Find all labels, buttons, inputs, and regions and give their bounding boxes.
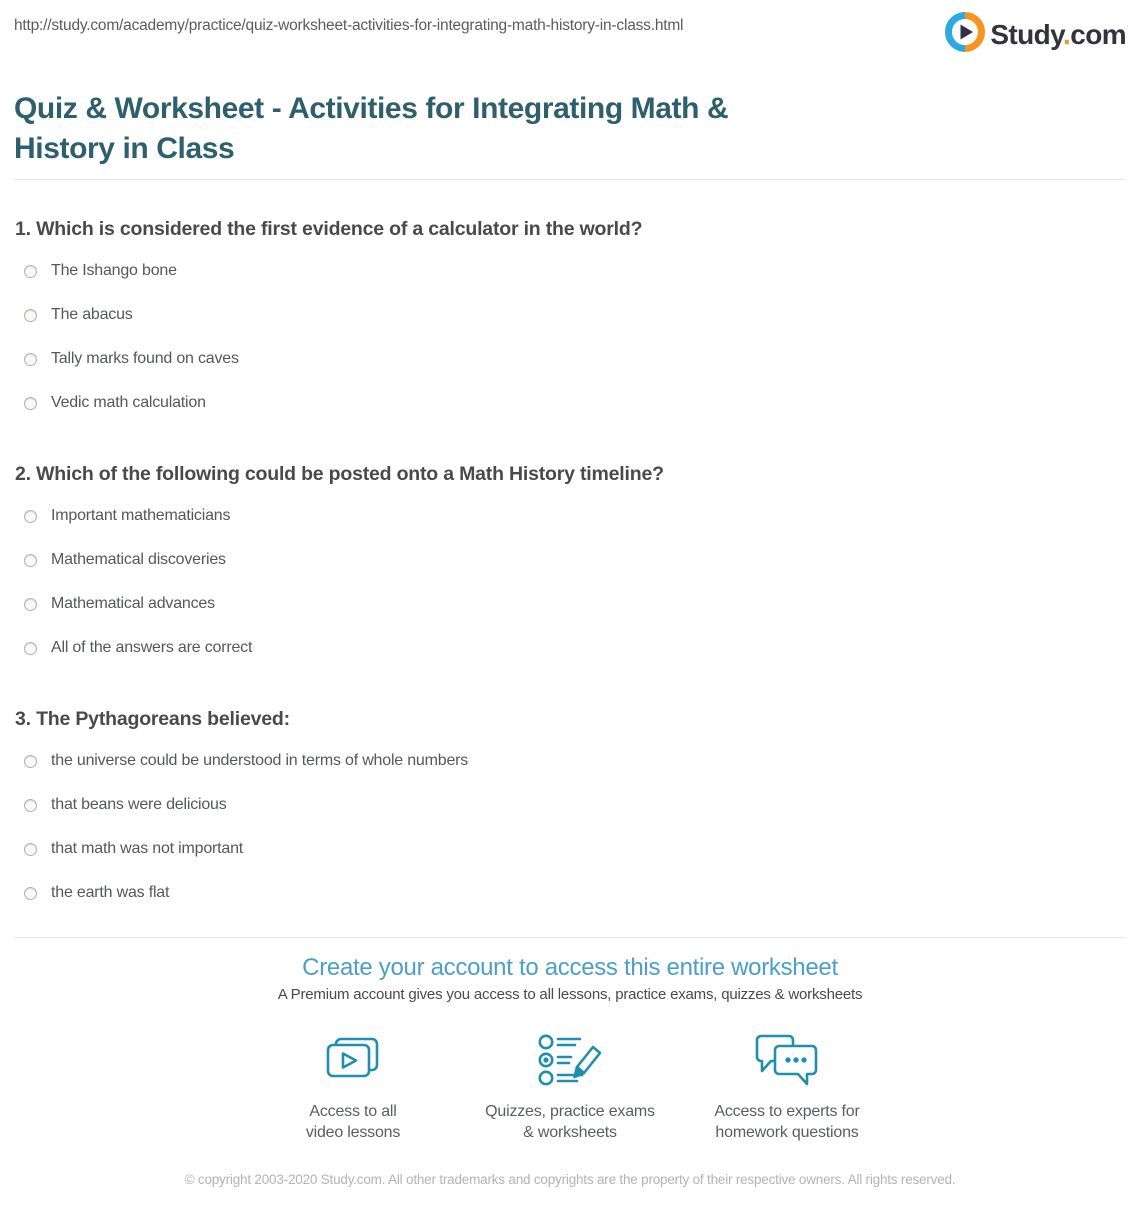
answer-option-label: Important mathematicians bbox=[51, 507, 231, 524]
copyright-notice: © copyright 2003-2020 Study.com. All other trademarks and copyrights are the property of their respective owners. All rights reserved. bbox=[184, 1172, 956, 1187]
question-text: Which of the following could be posted onto a Math History timeline? bbox=[36, 463, 664, 485]
question-1-options bbox=[15, 249, 1125, 425]
question-number: 1. bbox=[15, 218, 31, 240]
feature-label bbox=[245, 1101, 462, 1143]
answer-option[interactable] bbox=[15, 582, 1125, 626]
question-3-heading bbox=[15, 707, 1125, 731]
page-header bbox=[0, 0, 1140, 57]
answer-option-label: the universe could be understood in terms of whole numbers bbox=[51, 752, 469, 769]
radio-button[interactable] bbox=[24, 397, 37, 410]
logo-com: com bbox=[1070, 18, 1126, 50]
radio-button[interactable] bbox=[24, 309, 37, 322]
cta-section bbox=[0, 938, 1140, 1143]
radio-button[interactable] bbox=[24, 755, 37, 768]
answer-option[interactable] bbox=[15, 538, 1125, 582]
feature-label-line: Quizzes, practice exams bbox=[485, 1103, 655, 1120]
page-title-line: Quiz & Worksheet - Activities for Integrating Math & bbox=[14, 92, 729, 125]
answer-option[interactable] bbox=[15, 293, 1125, 337]
answer-option[interactable] bbox=[15, 827, 1125, 871]
question-3-options bbox=[15, 739, 1125, 915]
answer-option-label: Mathematical discoveries bbox=[51, 551, 226, 568]
feature-label bbox=[679, 1101, 896, 1143]
create-account-link[interactable]: Create your account to access this entire worksheet bbox=[302, 954, 838, 981]
feature-list bbox=[0, 1029, 1140, 1143]
answer-option[interactable] bbox=[15, 783, 1125, 827]
divider bbox=[14, 179, 1126, 180]
radio-button[interactable] bbox=[24, 554, 37, 567]
question-1-heading bbox=[15, 217, 1125, 241]
radio-button[interactable] bbox=[24, 642, 37, 655]
feature-quizzes-worksheets bbox=[462, 1029, 679, 1143]
feature-label bbox=[462, 1101, 679, 1143]
answer-option-label: that math was not important bbox=[51, 840, 244, 857]
question-2-heading bbox=[15, 462, 1125, 486]
feature-label-line: & worksheets bbox=[523, 1124, 617, 1141]
chat-experts-icon bbox=[679, 1029, 896, 1093]
study-logo[interactable] bbox=[945, 12, 1126, 57]
feature-label-line: Access to all bbox=[309, 1103, 397, 1120]
video-lessons-icon bbox=[245, 1029, 462, 1093]
feature-homework-experts bbox=[679, 1029, 896, 1143]
answer-option-label: All of the answers are correct bbox=[51, 639, 253, 656]
question-number: 3. bbox=[15, 708, 31, 730]
answer-option[interactable] bbox=[15, 739, 1125, 783]
answer-option[interactable] bbox=[15, 249, 1125, 293]
feature-label-line: video lessons bbox=[305, 1124, 401, 1141]
radio-button[interactable] bbox=[24, 598, 37, 611]
answer-option-label: Vedic math calculation bbox=[51, 394, 206, 411]
question-number: 2. bbox=[15, 463, 31, 485]
feature-label-line: Access to experts for bbox=[714, 1103, 860, 1120]
cta-subheading: A Premium account gives you access to all lessons, practice exams, quizzes & worksheets bbox=[277, 986, 863, 1003]
answer-option-label: Tally marks found on caves bbox=[51, 350, 239, 367]
feature-video-lessons bbox=[245, 1029, 462, 1143]
question-text: Which is considered the first evidence of a calculator in the world? bbox=[36, 218, 643, 240]
quiz-body bbox=[15, 217, 1125, 915]
radio-button[interactable] bbox=[24, 353, 37, 366]
page-url: http://study.com/academy/practice/quiz-worksheet-activities-for-integrating-math-history-in-class.html bbox=[14, 17, 684, 34]
answer-option[interactable] bbox=[15, 494, 1125, 538]
answer-option-label: that beans were delicious bbox=[51, 796, 227, 813]
page-title bbox=[14, 89, 1126, 169]
answer-option[interactable] bbox=[15, 337, 1125, 381]
logo-dot: . bbox=[1063, 18, 1071, 50]
answer-option[interactable] bbox=[15, 381, 1125, 425]
answer-option-label: the earth was flat bbox=[51, 884, 170, 901]
answer-option-label: The Ishango bone bbox=[51, 262, 177, 279]
radio-button[interactable] bbox=[24, 887, 37, 900]
radio-button[interactable] bbox=[24, 510, 37, 523]
logo-text bbox=[990, 19, 1126, 51]
play-circle-icon bbox=[945, 12, 985, 57]
answer-option[interactable] bbox=[15, 626, 1125, 670]
quiz-pencil-icon bbox=[462, 1029, 679, 1093]
radio-button[interactable] bbox=[24, 799, 37, 812]
page-title-line: History in Class bbox=[14, 132, 235, 165]
question-text: The Pythagoreans believed: bbox=[36, 708, 290, 730]
radio-button[interactable] bbox=[24, 265, 37, 278]
answer-option-label: The abacus bbox=[51, 306, 133, 323]
question-2-options bbox=[15, 494, 1125, 670]
answer-option-label: Mathematical advances bbox=[51, 595, 215, 612]
radio-button[interactable] bbox=[24, 843, 37, 856]
feature-label-line: homework questions bbox=[715, 1124, 859, 1141]
logo-study: Study bbox=[990, 18, 1064, 50]
answer-option[interactable] bbox=[15, 871, 1125, 915]
